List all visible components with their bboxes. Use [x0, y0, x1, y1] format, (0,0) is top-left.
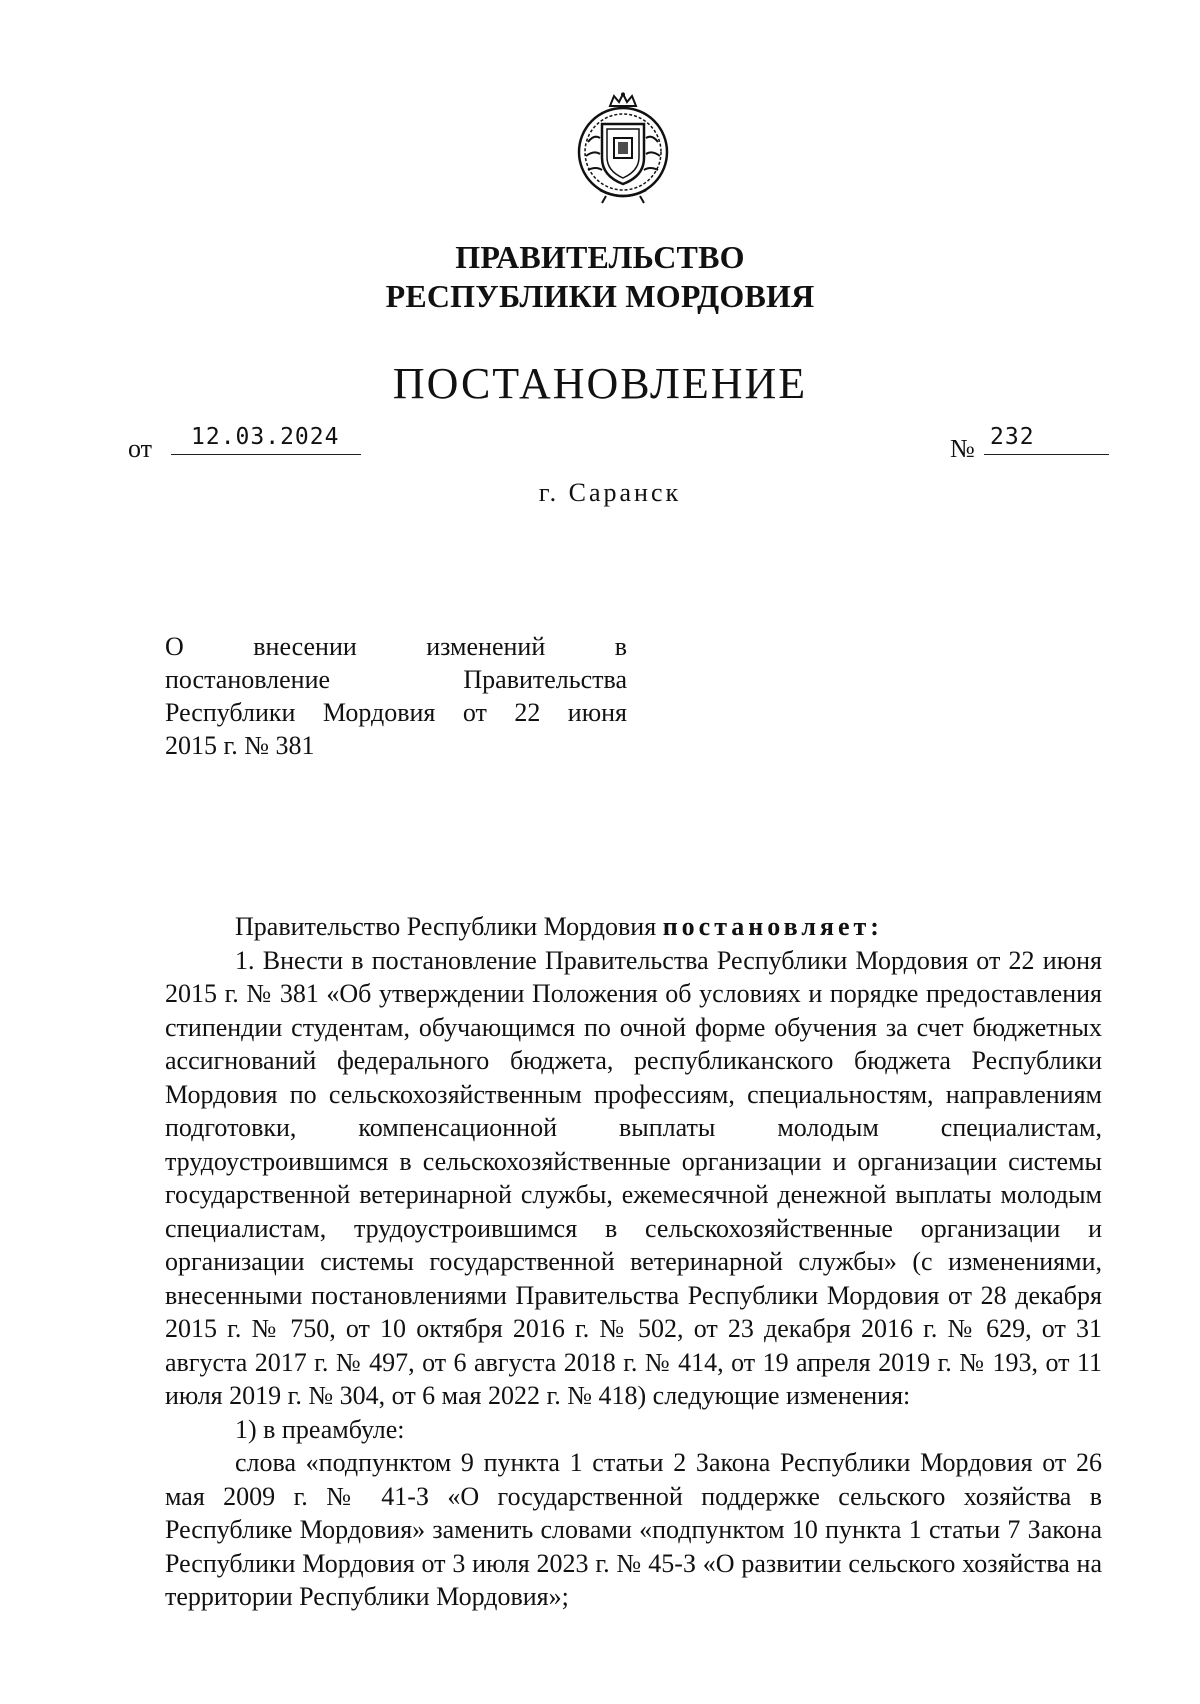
subject-line: 2015 г. № 381 [165, 731, 315, 760]
date-prefix: от [128, 434, 153, 463]
intro-verb: постановляет: [662, 912, 883, 941]
number-prefix: № [950, 434, 975, 463]
coat-of-arms-emblem [574, 92, 672, 204]
subject-line: О внесении изменений в [165, 632, 627, 661]
body-paragraph: 1. Внести в постановление Правительства Республики Мордовия от 22 июня 2015 г. № 381 «Об утверждении Положения об условиях и порядке предоставления стипендии студентам, обучающимся по очной форме обучения за счет бюджетных ассигнований федерального бюджета, республиканского бюджета Республики Мордовия по сельскохозяйственным профессиям, специальностям, направлениям подготовки, компенсационной выплаты молодым специалистам, трудоустроившимся в сельскохозяйственные организации и организации системы государственной ветеринарной службы, ежемесячной денежной выплаты молодым специалистам, трудоустроившимся в сельскохозяйственные организации и организации системы государственной ветеринарной службы» (с изменениями, внесенными постановлениями Правительства Республики Мордовия от 28 декабря 2015 г. № 750, от 10 октября 2016 г. № 502, от 23 декабря 2016 г. № 629, от 31 августа 2017 г. № 497, от 6 августа 2018 г. № 414, от 19 апреля 2019 г. № 193, от 11 июля 2019 г. № 304, от 6 мая 2022 г. № 418) следующие изменения: [165, 945, 1102, 1410]
government-name-line2: РЕСПУБЛИКИ МОРДОВИЯ [385, 278, 815, 314]
city-line: г. Саранск [538, 478, 682, 507]
intro-paragraph [165, 910, 1102, 944]
body-paragraph: слова «подпунктом 9 пункта 1 статьи 2 Закона Республики Мордовия от 26 мая 2009 г. № 41-З «О государственной поддержке сельского хозяйства в Республике Мордовия» заменить словами «подпунктом 10 пункта 1 статьи 7 Закона Республики Мордовия от 3 июля 2023 г. № 45-З «О развитии сельского хозяйства на территории Республики Мордовия»; [165, 1448, 1102, 1611]
date-value: 12.03.2024 [171, 424, 361, 455]
document-number-field [950, 424, 1110, 464]
document-type-title: ПОСТАНОВЛЕНИЕ [392, 359, 808, 408]
number-value: 232 [984, 424, 1109, 455]
subject-line: Республики Мордовия от 22 июня [165, 698, 627, 727]
government-name-line1: ПРАВИТЕЛЬСТВО [455, 239, 745, 275]
document-body [165, 910, 1102, 1614]
subject-block [165, 630, 627, 762]
intro-text: Правительство Республики Мордовия [235, 912, 657, 941]
body-paragraph: 1) в преамбуле: [235, 1414, 405, 1444]
subject-line: постановление Правительства [165, 665, 627, 694]
